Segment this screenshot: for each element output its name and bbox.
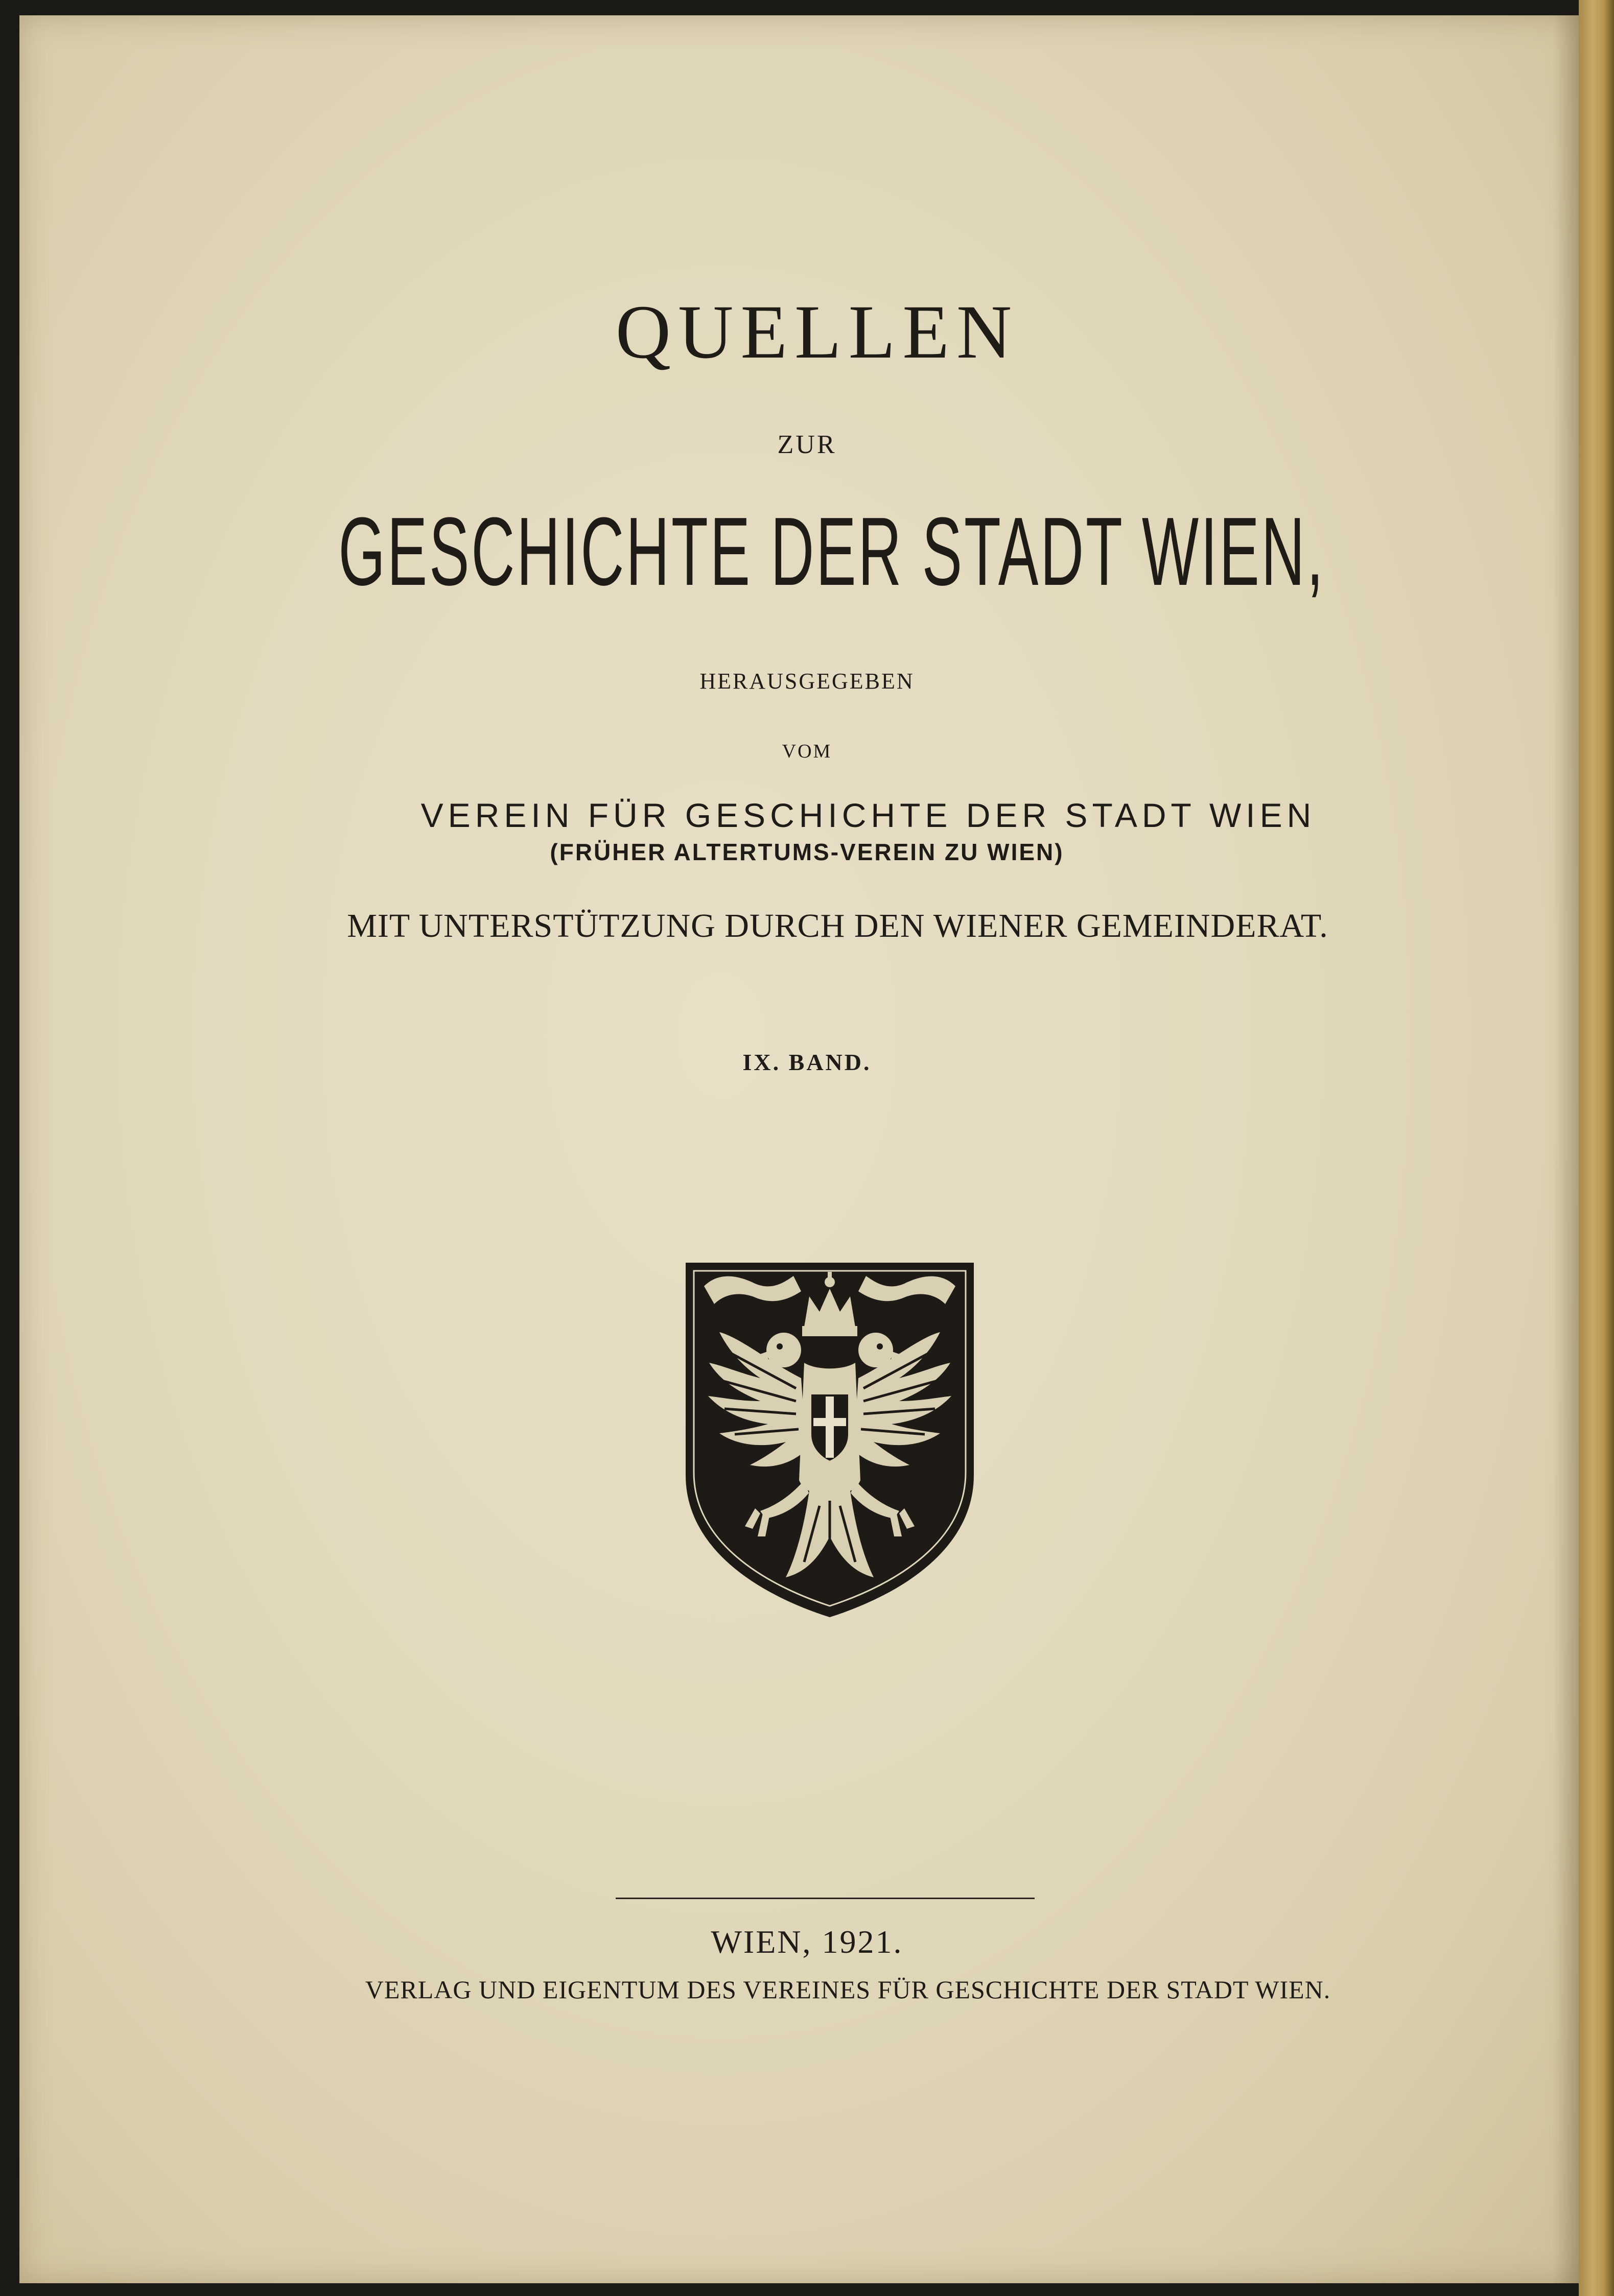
support-note: MIT UNTERSTÜTZUNG DURCH DEN WIENER GEMEINDERAT. [347,907,1328,944]
coat-of-arms-icon [684,1261,976,1619]
edited-label: HERAUSGEGEBEN [699,669,915,694]
imprint-divider [616,1898,1035,1899]
page-subtitle: GESCHICHTE DER STADT WIEN, [338,498,1325,606]
place-and-year: WIEN, 1921. [711,1924,903,1960]
page-title: QUELLEN [615,290,1019,374]
publisher-society: VEREIN FÜR GESCHICHTE DER STADT WIEN [420,796,1316,834]
by-label: VOM [782,741,832,762]
publisher-imprint: VERLAG UND EIGENTUM DES VEREINES FÜR GESCHICHTE DER STADT WIEN. [365,1975,1331,2004]
former-society-name: (FRÜHER ALTERTUMS-VEREIN ZU WIEN) [550,839,1064,865]
title-connector: ZUR [777,430,837,459]
volume-number: IX. BAND. [742,1049,872,1075]
